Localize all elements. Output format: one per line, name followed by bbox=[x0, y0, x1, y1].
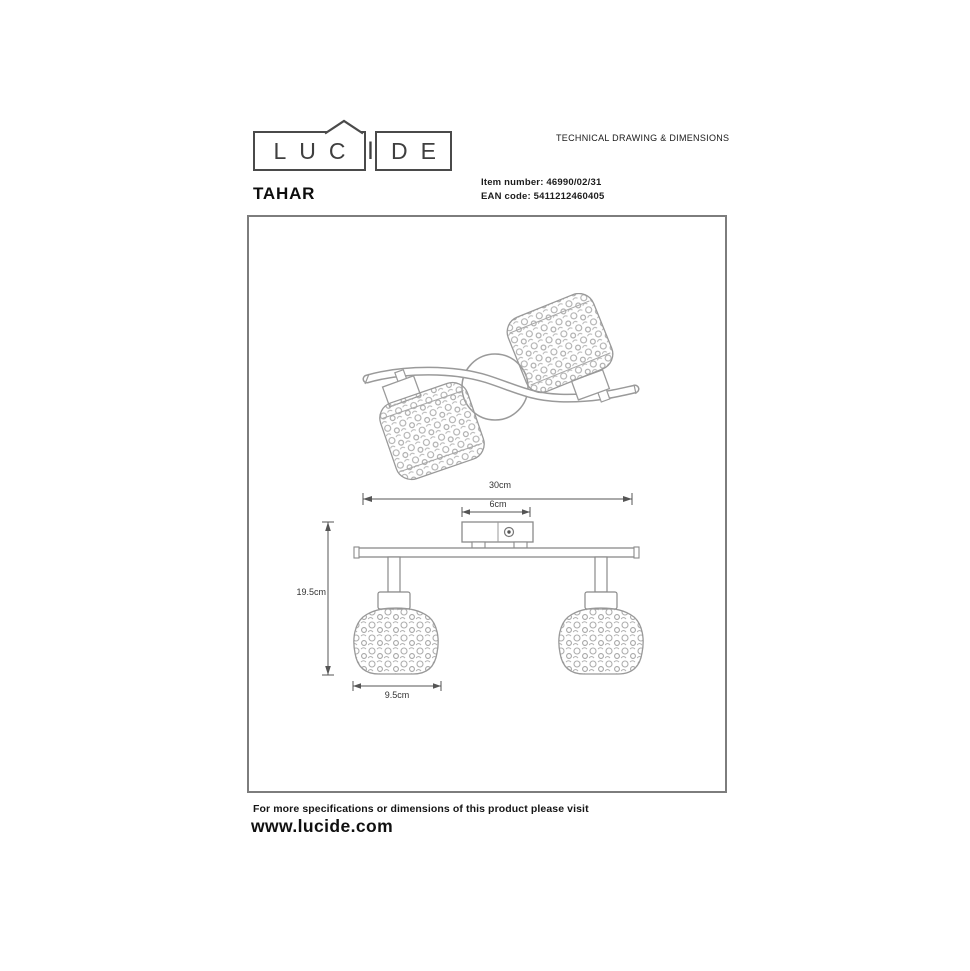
canopy-front bbox=[462, 522, 533, 548]
logo-letters-de: DE bbox=[375, 131, 452, 171]
mounting-bar bbox=[354, 547, 639, 558]
doc-type-label: TECHNICAL DRAWING & DIMENSIONS bbox=[556, 133, 730, 143]
logo-caron-icon bbox=[322, 118, 366, 136]
logo-letter-i: I bbox=[367, 136, 374, 165]
perspective-view-drawing bbox=[355, 293, 645, 488]
item-number-line: Item number: 46990/02/31 bbox=[481, 177, 602, 188]
product-name: TAHAR bbox=[253, 184, 316, 203]
dim-label-total-height: 19.5cm bbox=[296, 587, 326, 597]
logo-letters-luc: LUC bbox=[253, 131, 366, 171]
ean-code-line: EAN code: 5411212460405 bbox=[481, 190, 605, 202]
product-codes bbox=[481, 176, 604, 203]
dim-label-canopy-width: 6cm bbox=[489, 499, 507, 509]
right-spot-front bbox=[559, 557, 643, 674]
lucide-logo bbox=[253, 131, 452, 171]
dim-line-19-5cm bbox=[322, 522, 334, 675]
left-spot-front bbox=[354, 557, 438, 674]
dim-label-total-width: 30cm bbox=[488, 480, 511, 490]
footer-note: For more specifications or dimensions of this product please visit bbox=[253, 803, 589, 815]
front-view-drawing bbox=[300, 478, 650, 713]
dim-label-shade-diameter: 9.5cm bbox=[384, 690, 410, 700]
website-url: www.lucide.com bbox=[251, 816, 394, 836]
